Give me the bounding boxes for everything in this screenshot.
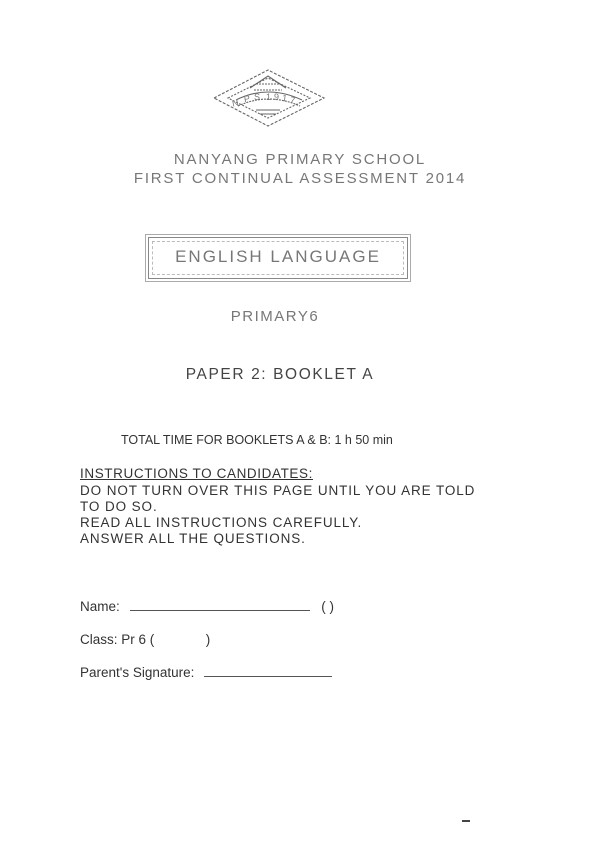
svg-text:N: N	[231, 97, 240, 109]
instruction-line: ANSWER ALL THE QUESTIONS.	[80, 531, 306, 546]
subject-title: ENGLISH LANGUAGE	[175, 247, 381, 266]
class-label: Class: Pr 6 (	[80, 632, 155, 647]
svg-text:S: S	[254, 92, 261, 102]
instructions-heading: INSTRUCTIONS TO CANDIDATES:	[80, 466, 313, 481]
instruction-line: READ ALL INSTRUCTIONS CAREFULLY.	[80, 515, 363, 530]
level-label: PRIMARY6	[230, 308, 320, 325]
signature-label: Parent's Signature:	[80, 665, 195, 680]
paper-label: PAPER 2: BOOKLET A	[185, 366, 375, 383]
subject-box	[148, 237, 408, 279]
signature-field	[80, 664, 332, 680]
page-mark	[462, 820, 470, 822]
signature-blank[interactable]	[204, 664, 332, 677]
svg-text:7: 7	[289, 94, 297, 106]
name-label: Name:	[80, 599, 120, 614]
class-field	[80, 632, 210, 647]
total-time: TOTAL TIME FOR BOOKLETS A & B: 1 h 50 min	[121, 433, 393, 447]
school-crest-icon	[210, 66, 328, 130]
svg-text:P: P	[243, 93, 251, 105]
svg-text:9: 9	[274, 92, 280, 102]
school-name: NANYANG PRIMARY SCHOOL	[173, 151, 427, 168]
class-close-bracket: )	[205, 632, 211, 647]
name-blank[interactable]	[130, 598, 310, 611]
svg-text:1: 1	[266, 92, 272, 102]
svg-text:1: 1	[281, 92, 288, 104]
name-field	[80, 598, 334, 614]
instruction-line: TO DO SO.	[80, 499, 158, 514]
index-number-brackets: ( )	[321, 599, 335, 614]
assessment-title: FIRST CONTINUAL ASSESSMENT 2014	[133, 170, 467, 187]
instruction-line: DO NOT TURN OVER THIS PAGE UNTIL YOU ARE TOLD	[80, 483, 476, 498]
